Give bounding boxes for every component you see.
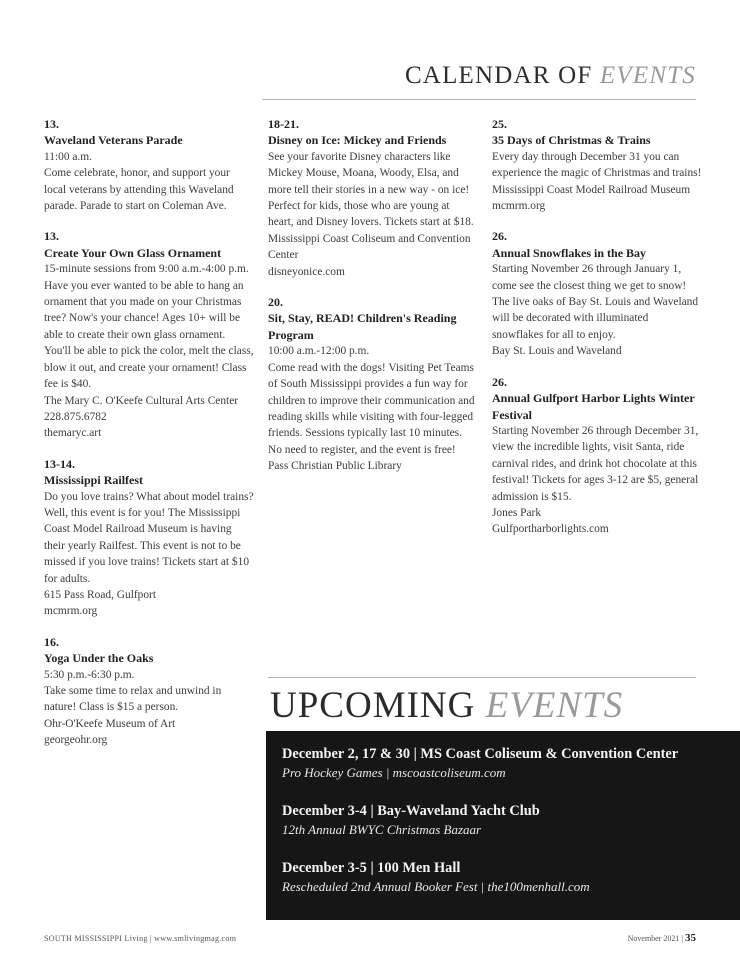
upcoming-item-sub: Pro Hockey Games | mscoastcoliseum.com [282,765,506,780]
upcoming-item-sub: 12th Annual BWYC Christmas Bazaar [282,822,482,837]
event-detail: 11:00 a.m. [44,150,92,163]
page-footer [44,932,696,946]
event-listing [492,116,702,214]
event-listing [44,116,254,214]
event-date: 16. [44,634,59,649]
upcoming-item [282,802,726,839]
event-detail: Mississippi Coast Model Railroad Museum [492,183,691,196]
event-detail: Mississippi Coast Coliseum and Convention Center [268,232,471,262]
title-main: CALENDAR OF [404,62,600,89]
event-detail: Jones Park [492,506,542,519]
event-detail: 10:00 a.m.-12:00 p.m. [268,345,370,358]
upcoming-item [282,859,726,896]
upcoming-item-head: December 3-4 | Bay-Waveland Yacht Club [282,803,540,819]
header-divider [262,99,696,100]
event-title: 35 Days of Christmas & Trains [492,133,651,148]
event-detail: See your favorite Disney characters like Mickey Mouse, Moana, Woody, Elsa, and more tell their stories in a new way - on ice! Perfect for kids, those who are young at heart, and Disney lovers. Tickets start at $18. [268,150,474,229]
event-listing [492,374,702,538]
event-title: Create Your Own Glass Ornament [44,245,222,260]
event-detail: Do you love trains? What about model trains? Well, this event is for you! The Mississippi Coast Model Railroad Museum is having their yearly Railfest. This event is not to be missed if you love trains! Tickets start at $10 for adults. [44,490,254,585]
event-detail: Ohr-O'Keefe Museum of Art [44,717,176,730]
event-detail: Starting November 26 through January 1, come see the closest thing we get to snow! The live oaks of Bay St. Louis and Waveland will be decorated with illuminated snowflakes for all to enjoy. [492,263,699,341]
event-detail: disneyonice.com [268,265,345,278]
footer-publication: SOUTH MISSISSIPPI Living | www.smlivingmag.com [44,934,237,943]
upcoming-item-sub: Rescheduled 2nd Annual Booker Fest | the100menhall.com [282,879,590,894]
event-detail: Bay St. Louis and Waveland [492,345,622,358]
event-detail: Come read with the dogs! Visiting Pet Teams of South Mississippi provides a fun way for children to improve their communication and reading skills while visiting with four-legged friends. Sessions typically last 10 minutes. No need to register, and the event is free! [268,361,475,456]
event-detail: mcmrm.org [44,605,98,618]
section-title [405,62,696,90]
event-detail: 228.875.6782 [44,410,107,423]
events-column-3 [492,116,702,552]
upcoming-title-accent: EVENTS [485,685,624,726]
event-listing [492,228,702,359]
event-date: 26. [492,374,507,389]
upcoming-item-head: December 2, 17 & 30 | MS Coast Coliseum & Convention Center [282,746,679,762]
upcoming-title [270,684,623,727]
event-date: 26. [492,229,507,244]
event-detail: Starting November 26 through December 31, view the incredible lights, visit Santa, ride carnival rides, and drink hot chocolate at this festival! Tickets for ages 3-12 are $5, general admission is $15. [492,424,699,503]
event-date: 18-21. [268,117,299,131]
event-detail: Have you ever wanted to be able to hang an ornament that you made on your Christmas tree? Now's your chance! Ages 10+ will be able to create their own glass ornament. You'll be able to pick the color, melt the class, blow it out, and create your ornament! Class fee is $40. [44,279,254,391]
event-title: Annual Gulfport Harbor Lights Winter Festival [492,391,695,422]
event-listing [268,294,476,474]
upcoming-item-head: December 3-5 | 100 Men Hall [282,860,461,876]
upcoming-divider [268,677,696,678]
event-date: 25. [492,117,507,131]
upcoming-events-box [266,731,740,920]
event-listing [268,116,476,280]
footer-month: November 2021 | [627,934,685,943]
event-date: 13. [44,117,59,131]
event-listing [44,456,254,620]
page-number: 35 [685,932,696,944]
event-detail: 615 Pass Road, Gulfport [44,588,157,601]
events-column-2 [268,116,476,489]
event-listing [44,228,254,441]
event-detail: Pass Christian Public Library [268,460,402,473]
event-detail: 5:30 p.m.-6:30 p.m. [44,668,135,681]
event-detail: Every day through December 31 you can experience the magic of Christmas and trains! [492,150,702,180]
event-detail: georgeohr.org [44,734,108,747]
title-accent: EVENTS [599,62,696,89]
event-listing [44,634,254,749]
upcoming-title-main: UPCOMING [270,685,486,726]
footer-date [628,932,696,944]
event-title: Annual Snowflakes in the Bay [492,245,647,260]
event-title: Disney on Ice: Mickey and Friends [268,133,447,148]
event-detail: Gulfportharborlights.com [492,523,609,536]
event-title: Yoga Under the Oaks [44,651,154,666]
event-detail: themaryc.art [44,427,102,440]
event-detail: The Mary C. O'Keefe Cultural Arts Center [44,394,239,407]
event-detail: Take some time to relax and unwind in nature! Class is $15 a person. [44,685,222,714]
event-detail: 15-minute sessions from 9:00 a.m.-4:00 p.m. [44,263,249,276]
event-detail: mcmrm.org [492,200,546,213]
event-title: Sit, Stay, READ! Children's Reading Program [268,311,457,342]
event-detail: Come celebrate, honor, and support your local veterans by attending this Waveland parade. Parade to start on Coleman Ave. [44,167,234,213]
event-title: Mississippi Railfest [44,473,144,488]
event-date: 20. [268,295,283,310]
events-column-1 [44,116,254,763]
event-title: Waveland Veterans Parade [44,133,183,148]
upcoming-item [282,745,726,782]
event-date: 13. [44,229,59,244]
event-date: 13-14. [44,456,75,471]
